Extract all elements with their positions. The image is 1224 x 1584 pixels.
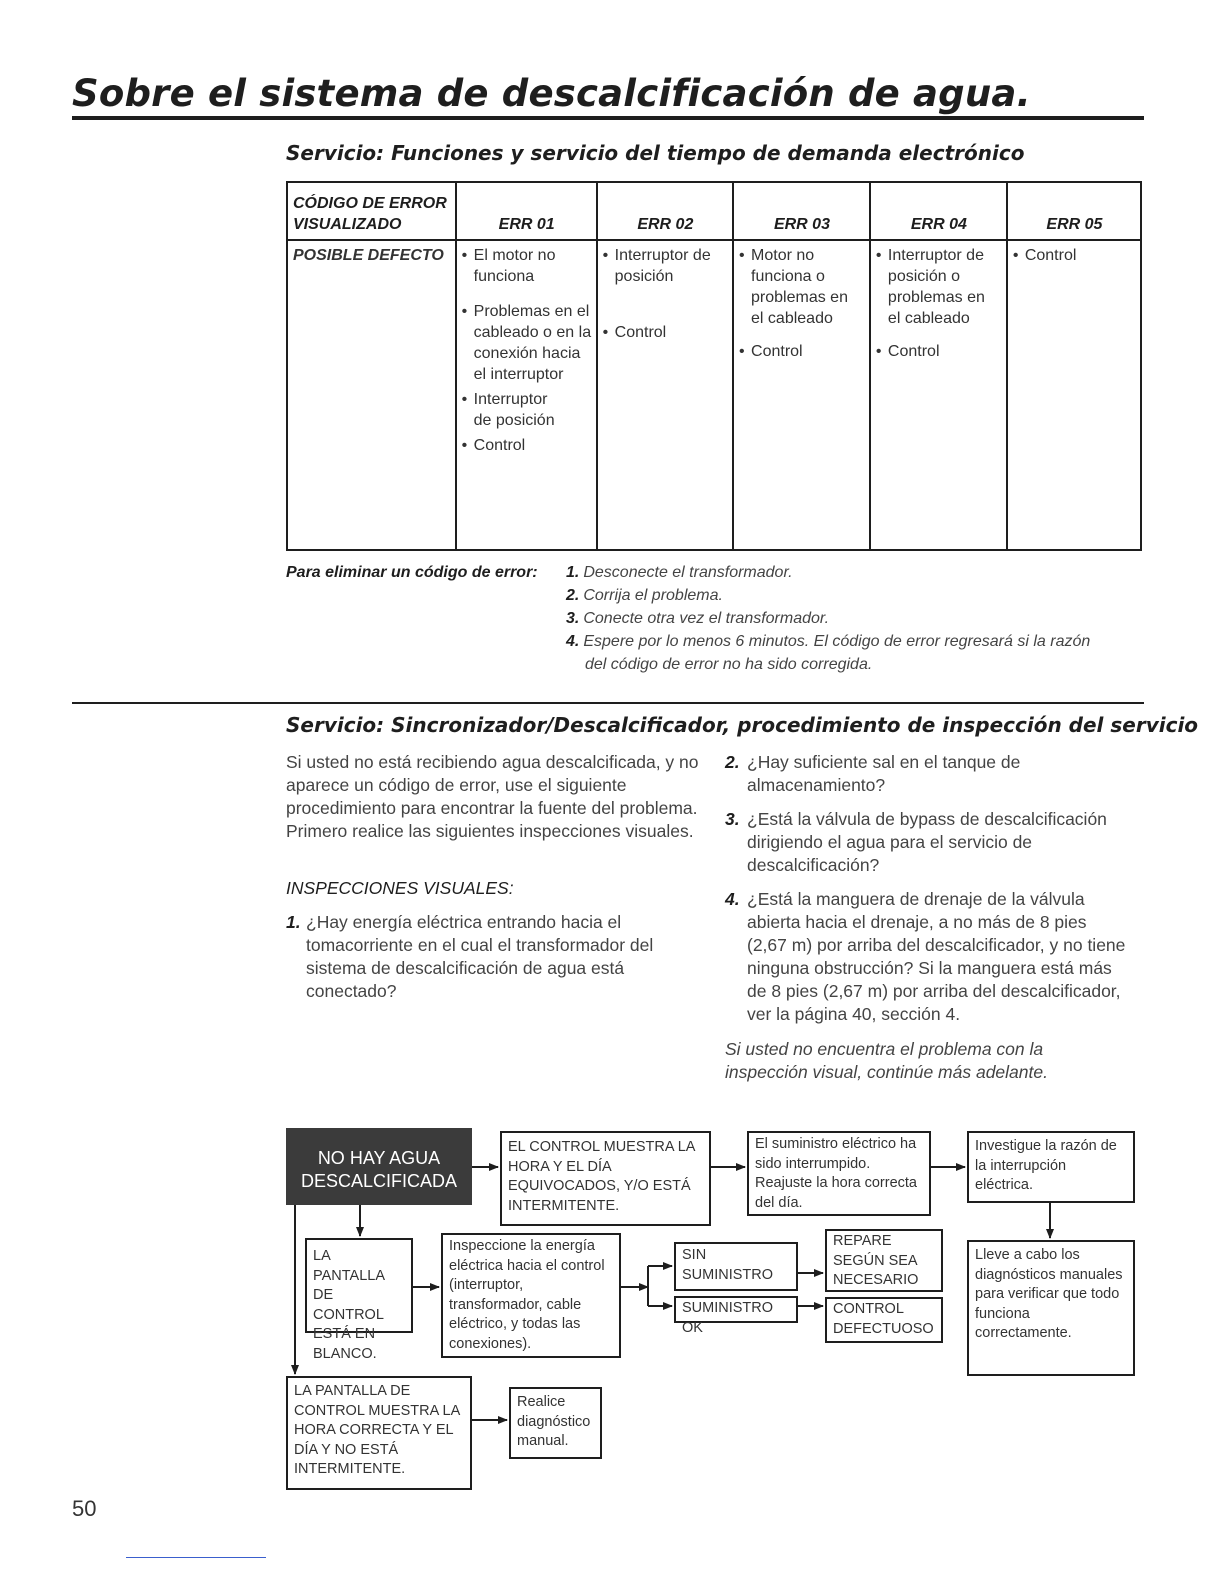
- fix-lead: Para eliminar un código de error:: [286, 564, 538, 581]
- flow-manual: Realice diagnóstico manual.: [509, 1387, 602, 1459]
- row-label: POSIBLE DEFECTO: [287, 240, 456, 550]
- section2-title: Servicio: Sincronizador/Descalcificador, procedimiento de inspección del servicio: [286, 713, 1199, 737]
- inspection-item-4: 4. ¿Está la manguera de drenaje de la válvula abierta hacia el drenaje, a no más de 8 pies (2,67 m) por arriba del descalcificador, y no tiene ninguna obstrucción? Si la manguera está más de 8 pies (2,67 m) por arriba del descalcificador, ver la página 40, sección 4.: [725, 889, 1126, 1024]
- flow-inspect-power: Inspeccione la energía eléctrica hacia el control (interruptor, transformador, cable eléctrico, y todas las conexiones).: [441, 1233, 621, 1358]
- footer-line: [126, 1557, 266, 1558]
- visual-heading: INSPECCIONES VISUALES:: [286, 878, 514, 898]
- inspection-item-1: 1. ¿Hay energía eléctrica entrando hacia el tomacorriente en el cual el transformador del sistema de descalcificación de agua está conectado?: [286, 912, 654, 1001]
- list-item: • El motor no funciona: [461, 247, 556, 285]
- list-item: • Control: [875, 343, 940, 360]
- fix-step-4: 4. Espere por lo menos 6 minutos. El código de error regresará si la razón: [566, 633, 1091, 650]
- code-err02: ERR 02: [597, 182, 733, 240]
- list-item: • Motor no funciona o problemas en el cableado: [739, 247, 848, 327]
- list-item: • Control: [461, 437, 526, 454]
- header-label: CÓDIGO DE ERROR VISUALIZADO: [287, 182, 456, 240]
- flow-start: NO HAY AGUA DESCALCIFICADA: [286, 1128, 472, 1205]
- page-number: 50: [72, 1496, 97, 1521]
- fix-step-2: 2. Corrija el problema.: [566, 587, 723, 604]
- fix-step-3: 3. Conecte otra vez el transformador.: [566, 610, 830, 627]
- flow-repair: REPARE SEGÚN SEA NECESARIO: [825, 1229, 943, 1292]
- list-item: • Interruptor de posición o problemas en el cableado: [875, 247, 985, 327]
- flow-investigate: Investigue la razón de la interrupción eléctrica.: [967, 1131, 1135, 1203]
- fix-step-4-cont: del código de error no ha sido corregida.: [585, 656, 873, 673]
- flow-diagnostics: Lleve a cabo los diagnósticos manuales para verificar que todo funciona correctamente.: [967, 1240, 1135, 1376]
- list-item: • Problemas en el cableado o en la conexión hacia el interruptor: [461, 303, 592, 383]
- section1-title: Servicio: Funciones y servicio del tiempo de demanda electrónico: [286, 141, 1025, 165]
- intro-paragraph: Si usted no está recibiendo agua descalcificada, y no aparece un código de error, use el siguiente procedimiento para encontrar la fuente del problema. Primero realice las siguientes inspecciones visuales.: [286, 752, 699, 841]
- page-title: Sobre el sistema de descalcificación de agua.: [72, 72, 1031, 115]
- list-item: • Control: [1012, 247, 1077, 264]
- inspection-item-3: 3. ¿Está la válvula de bypass de descalcificación dirigiendo el agua para el servicio de descalcificación?: [725, 809, 1107, 875]
- code-err04: ERR 04: [870, 182, 1007, 240]
- inspection-item-2: 2. ¿Hay suficiente sal en el tanque de almacenamiento?: [725, 752, 1021, 795]
- flow-power-interrupted: El suministro eléctrico ha sido interrumpido. Reajuste la hora correcta del día.: [747, 1131, 931, 1216]
- list-item: • Control: [739, 343, 803, 360]
- code-err03: ERR 03: [733, 182, 870, 240]
- fix-step-1: 1. Desconecte el transformador.: [566, 564, 793, 581]
- inspection-note: Si usted no encuentra el problema con la inspección visual, continúe más adelante.: [725, 1039, 1048, 1082]
- flow-blank-display: LA PANTALLA DE CONTROL ESTÁ EN BLANCO.: [305, 1238, 413, 1333]
- flow-defective: CONTROL DEFECTUOSO: [825, 1297, 943, 1343]
- flow-wrong-time: EL CONTROL MUESTRA LA HORA Y EL DÍA EQUIVOCADOS, Y/O ESTÁ INTERMITENTE.: [500, 1131, 711, 1226]
- flow-no-power: SIN SUMINISTRO: [674, 1242, 798, 1291]
- list-item: • Interruptor de posición: [602, 247, 711, 285]
- flow-correct-time: LA PANTALLA DE CONTROL MUESTRA LA HORA CORRECTA Y EL DÍA Y NO ESTÁ INTERMITENTE.: [286, 1376, 472, 1490]
- code-err01: ERR 01: [456, 182, 597, 240]
- code-err05: ERR 05: [1007, 182, 1141, 240]
- list-item: • Control: [602, 324, 667, 341]
- flow-power-ok: SUMINISTRO OK: [674, 1296, 798, 1323]
- list-item: • Interruptor de posición: [461, 391, 555, 429]
